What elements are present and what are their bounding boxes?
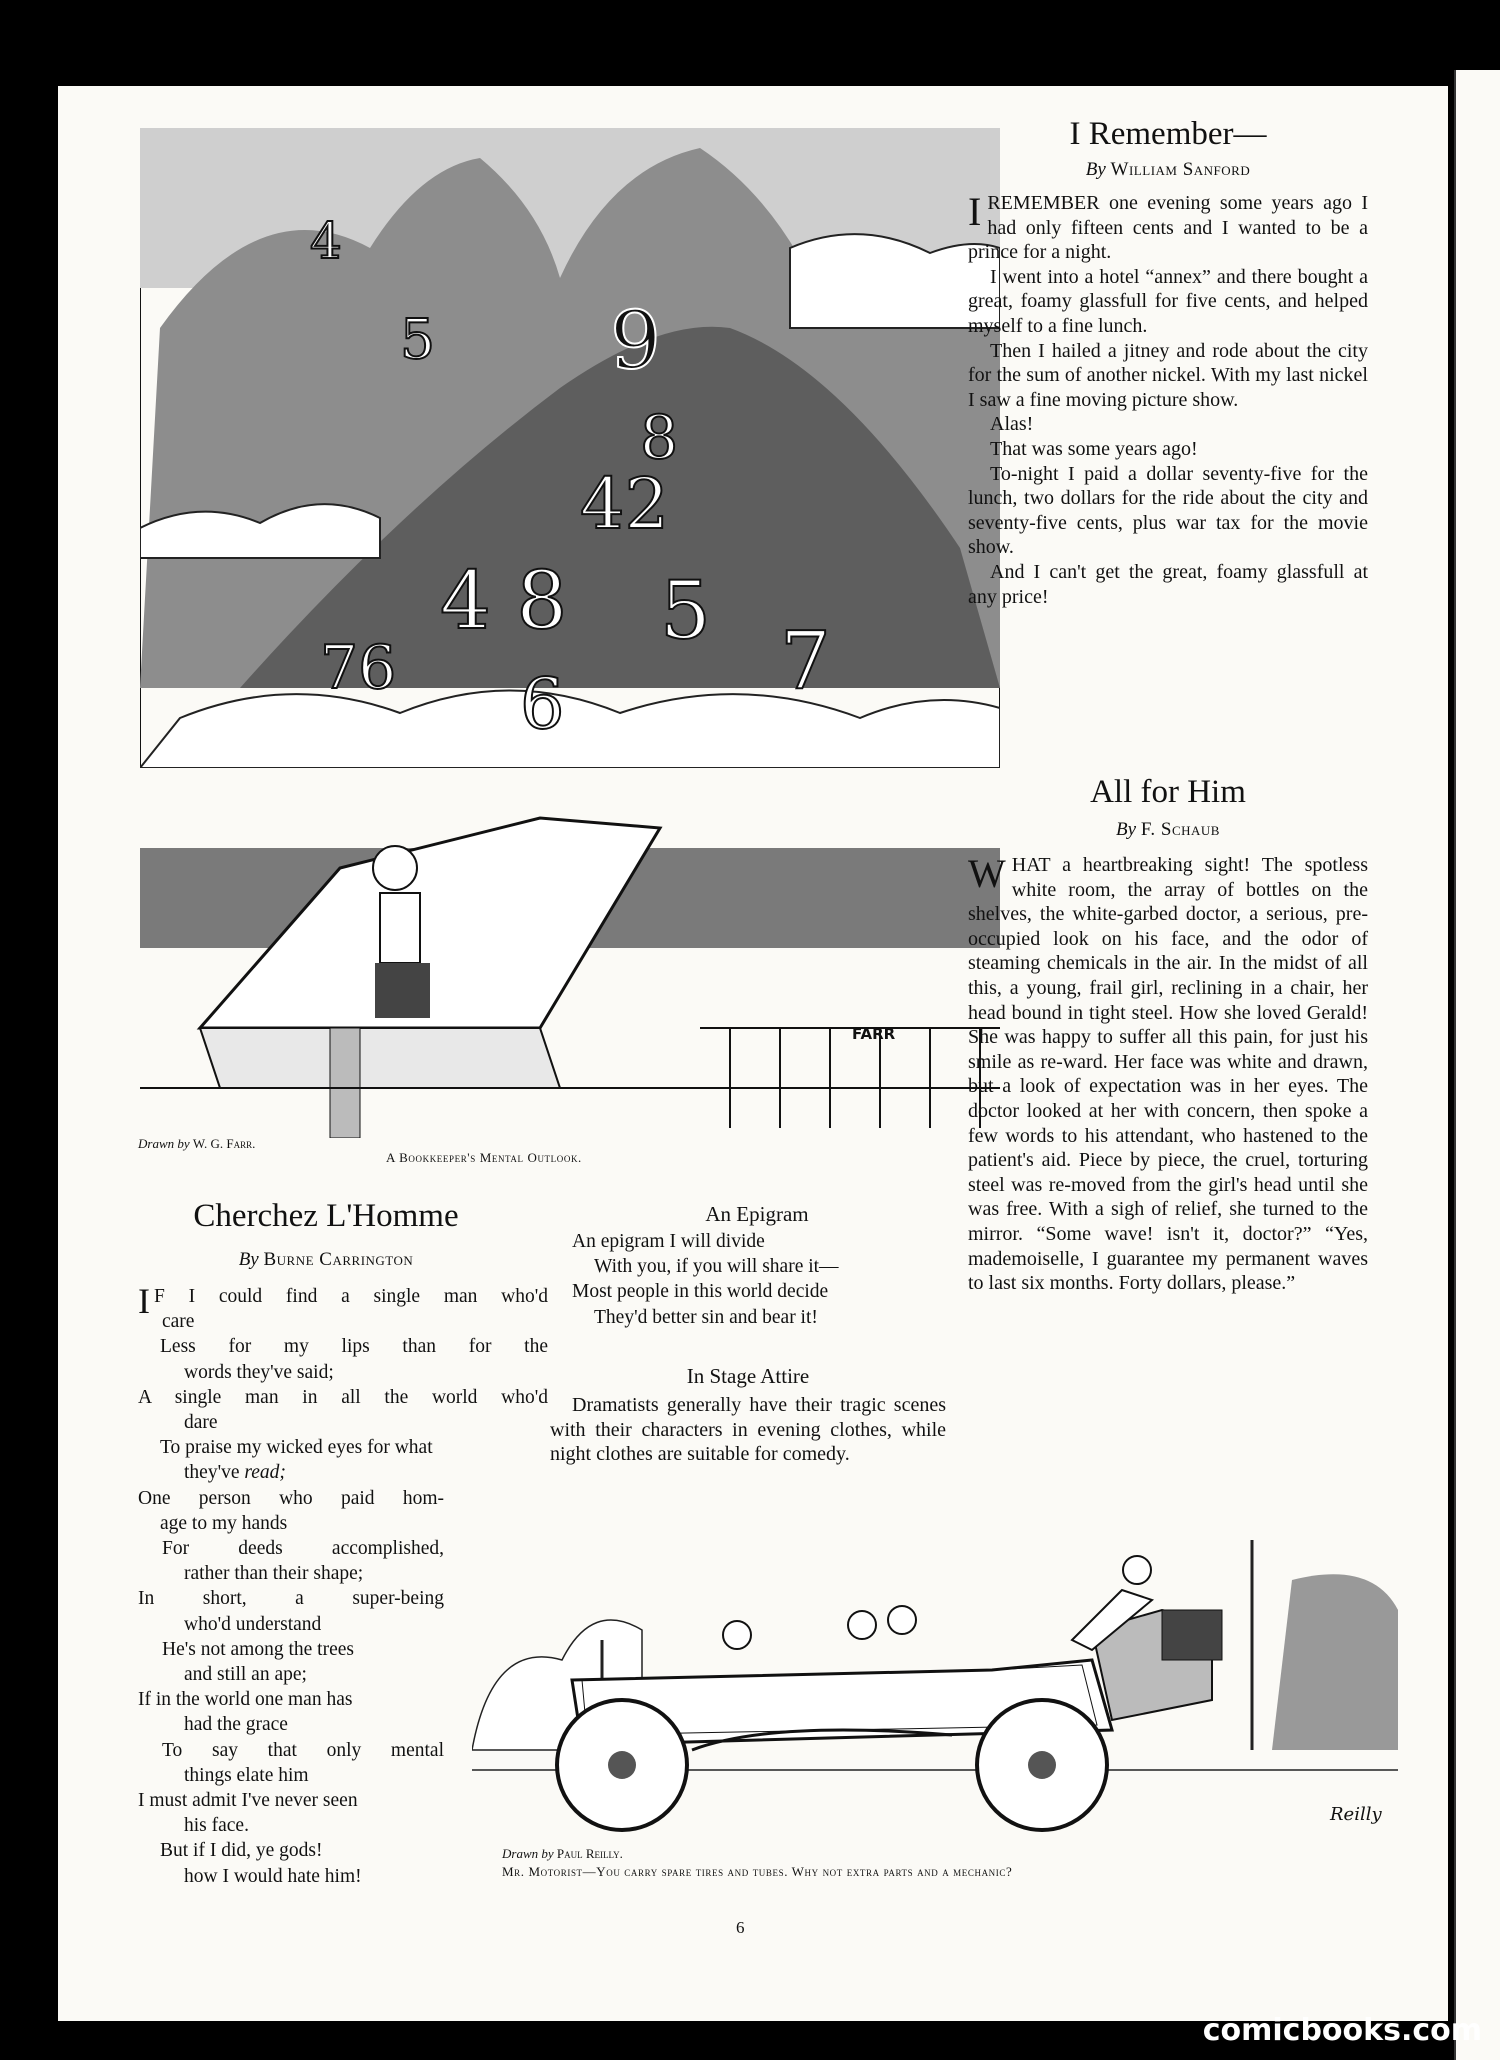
- poem-line: who'd understand: [184, 1613, 322, 1635]
- drop-cap: W: [968, 851, 1006, 896]
- paragraph: To-night I paid a dollar seventy-five for the lunch, two dollars for the ride about the city and seventy-five cents, plus war tax for the movie show.: [968, 462, 1368, 559]
- car-drawing: [472, 1520, 1398, 1838]
- svg-text:4 8: 4 8: [440, 554, 568, 647]
- poem-line: To say that only mental: [162, 1739, 444, 1761]
- next-page-edge: [1454, 70, 1500, 2060]
- paragraph: Alas!: [990, 413, 1034, 436]
- epigram-title: An Epigram: [705, 1202, 809, 1226]
- svg-text:Reilly: Reilly: [1330, 1804, 1382, 1825]
- bookkeeper-drawing: [140, 128, 1000, 1138]
- poem-line: I must admit I've never seen: [138, 1790, 358, 1812]
- illustration-caption: Mr. Motorist—You carry spare tires and tubes. Why not extra parts and a mechanic?: [502, 1864, 1013, 1879]
- byline-prefix: By: [1085, 159, 1106, 180]
- poem-line: A single man in all the world who'd: [138, 1386, 548, 1408]
- motorist-illustration: [472, 1520, 1398, 1838]
- drop-cap: I: [138, 1281, 150, 1321]
- poem-byline: [114, 1249, 538, 1271]
- poem-line: dare: [184, 1412, 218, 1434]
- credit-prefix: Drawn by: [502, 1846, 554, 1861]
- svg-text:5: 5: [400, 307, 435, 371]
- svg-text:6: 6: [520, 663, 565, 745]
- svg-text:7: 7: [780, 614, 831, 707]
- poem-line: He's not among the trees: [162, 1638, 354, 1660]
- paragraph: REMEMBER one evening some years ago I had only fifteen cents and I wanted to be a prince for a night.: [968, 192, 1368, 264]
- poem-line: rather than their shape;: [184, 1563, 364, 1585]
- poem-line: and still an ape;: [184, 1664, 307, 1686]
- magazine-page: [58, 86, 1448, 2021]
- article-body: [968, 191, 1368, 609]
- byline-author: Burne Carrington: [263, 1249, 414, 1270]
- paragraph: That was some years ago!: [990, 437, 1198, 460]
- credit-name: Paul Reilly.: [556, 1846, 623, 1861]
- paragraph: And I can't get the great, foamy glassfull at any price!: [968, 560, 1368, 608]
- svg-text:42: 42: [580, 463, 670, 545]
- poem-line: how I would hate him!: [184, 1865, 362, 1887]
- byline-prefix: By: [1116, 819, 1137, 840]
- poem-line: They'd better sin and bear it!: [594, 1306, 818, 1328]
- paragraph: HAT a heartbreaking sight! The spotless white room, the array of bottles on the shelves, the white-garbed doctor, a serious, pre-occupied look on his face, and the odor of steaming chemicals in the air. In the midst of all this, a young, frail girl, reclining in a chair, her head bound in tight steel. How she loved Gerald! She was happy to suffer all this pain, for just his smile as re-ward. Her face was white and drawn, but a look of expectation was in her eyes. The doctor looked at her with concern, then spoke a few words to his attendant, who hastened to the patient's aid. Piece by piece, the cruel, torturing steel was re-moved from the girl's head until she was free. With a sigh of relief, she turned to the mirror. “Some wave! isn't it, doctor?” “Yes, mademoiselle, I guarantee my permanent waves to last six months. Forty dollars, please.”: [968, 854, 1368, 1295]
- article-stage-attire: [550, 1364, 946, 1467]
- poem-line: In short, a super-being: [138, 1588, 444, 1610]
- artist-signature: FARR: [852, 1025, 896, 1043]
- article-title: In Stage Attire: [686, 1364, 810, 1388]
- credit-prefix: Drawn by: [138, 1136, 190, 1151]
- poem-epigram: [572, 1202, 1002, 1330]
- epigram-lines: [572, 1229, 1002, 1330]
- svg-text:76: 76: [320, 633, 397, 703]
- paragraph: I went into a hotel “annex” and there bought a great, foamy glassfull for five cents, and helped myself to a fine lunch.: [968, 265, 1368, 337]
- article-title: All for Him: [1090, 774, 1246, 810]
- poem-line: To praise my wicked eyes for what: [160, 1437, 433, 1459]
- poem-line: For deeds accomplished,: [162, 1538, 444, 1560]
- poem-line: his face.: [184, 1815, 249, 1837]
- page-number: 6: [736, 1918, 745, 1937]
- article-i-remember: [968, 116, 1368, 609]
- poem-line: One person who paid hom-: [138, 1487, 444, 1509]
- poem-line: With you, if you will share it—: [594, 1256, 839, 1278]
- poem-line: If in the world one man has: [138, 1689, 353, 1711]
- poem-title: Cherchez L'Homme: [193, 1198, 459, 1234]
- poem-line: had the grace: [184, 1714, 288, 1736]
- article-body: [550, 1393, 946, 1467]
- article-byline: [968, 159, 1368, 181]
- article-title: I Remember—: [1069, 116, 1267, 152]
- poem-line: I F I could find a single man who'd: [138, 1281, 548, 1321]
- bookkeeper-illustration: [140, 128, 1000, 1138]
- article-byline: [968, 819, 1368, 841]
- poem-line: Most people in this world decide: [572, 1281, 829, 1303]
- article-all-for-him: [968, 774, 1368, 1296]
- svg-text:9: 9: [610, 294, 661, 387]
- paragraph: Then I hailed a jitney and rode about the city for the sum of another nickel. With my last nickel I saw a fine moving picture show.: [968, 339, 1368, 411]
- poem-line: care: [162, 1311, 195, 1333]
- poem-line: words they've said;: [184, 1361, 334, 1383]
- svg-text:5: 5: [660, 564, 711, 657]
- poem-line: Less for my lips than for the: [160, 1336, 548, 1358]
- site-watermark: comicbooks.com: [1202, 2013, 1482, 2048]
- poem-line: age to my hands: [160, 1512, 288, 1534]
- article-body: [968, 853, 1368, 1296]
- credit-name: W. G. Farr.: [192, 1136, 256, 1151]
- paragraph: Dramatists generally have their tragic scenes with their characters in evening clothes, while night clothes are suitable for comedy.: [550, 1394, 946, 1466]
- byline-author: William Sanford: [1110, 159, 1251, 180]
- illustration-credit: [502, 1846, 623, 1862]
- poem-line: An epigram I will divide: [572, 1231, 765, 1252]
- poem-line: things elate him: [184, 1764, 309, 1786]
- poem-cherchez-lhomme: [138, 1198, 538, 1271]
- byline-prefix: By: [238, 1249, 259, 1270]
- illustration-caption: A Bookkeeper's Mental Outlook.: [386, 1150, 582, 1165]
- illustration-credit: [138, 1136, 255, 1152]
- svg-text:8: 8: [640, 403, 679, 473]
- byline-author: F. Schaub: [1140, 819, 1220, 840]
- poem-line: But if I did, ye gods!: [160, 1840, 323, 1862]
- poem-line: they've read;: [184, 1462, 286, 1484]
- svg-text:4: 4: [310, 212, 342, 270]
- drop-cap: I: [968, 189, 982, 234]
